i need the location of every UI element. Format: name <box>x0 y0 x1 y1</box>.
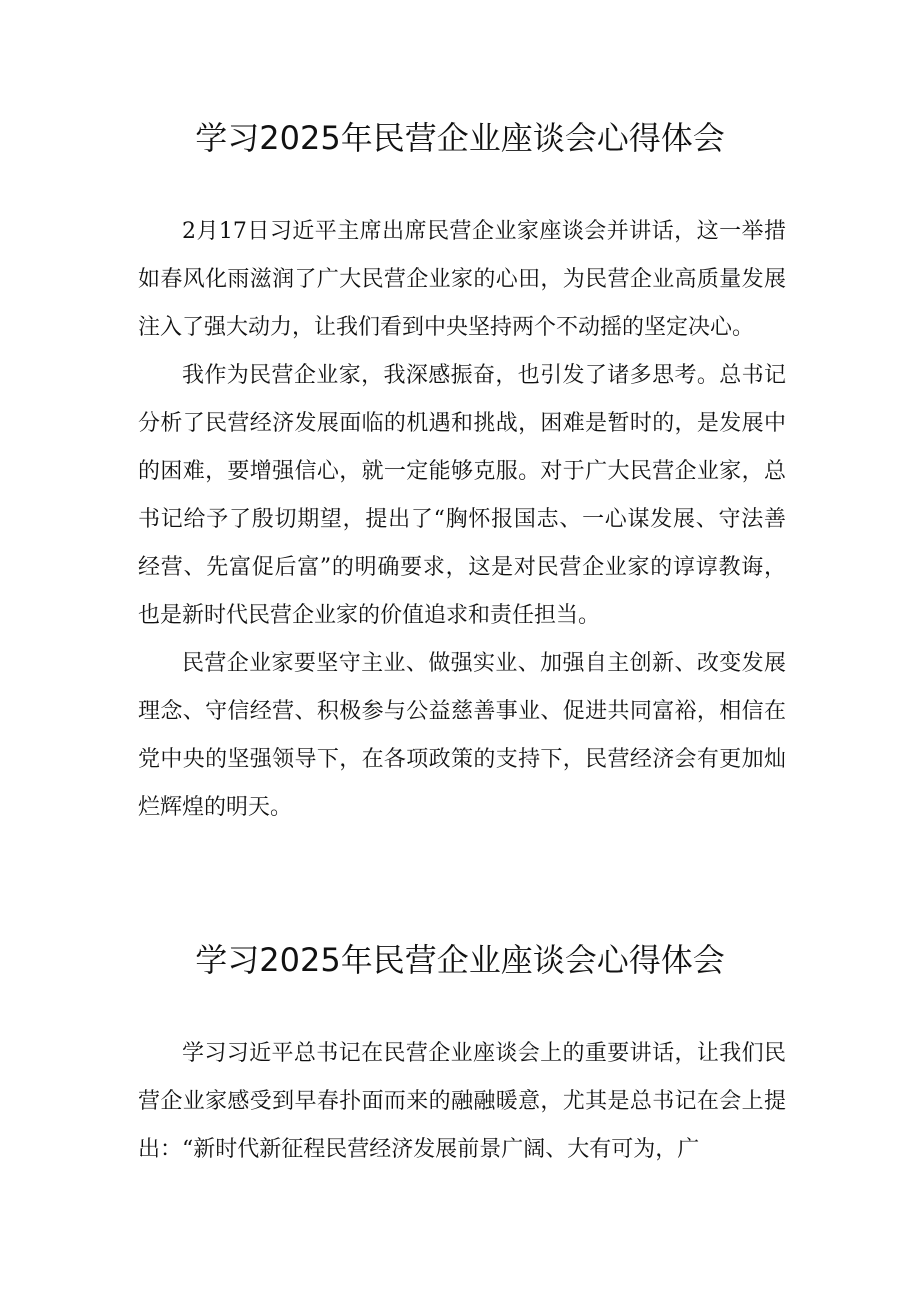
article-2-body <box>138 1030 786 1174</box>
article-2-paragraph-1: 学习习近平总书记在民营企业座谈会上的重要讲话，让我们民营企业家感受到早春扑面而来的融融暖意，尤其是总书记在会上提出：“新时代新征程民营经济发展前景广阔、大有可为，广 <box>138 1041 786 1162</box>
article-1-title: 学习2025年民营企业座谈会心得体会 <box>195 119 725 157</box>
article-2-title: 学习2025年民营企业座谈会心得体会 <box>195 941 725 979</box>
article-1-paragraph-2: 我作为民营企业家，我深感振奋，也引发了诸多思考。总书记分析了民营经济发展面临的机遇和挑战，困难是暂时的，是发展中的困难，要增强信心，就一定能够克服。对于广大民营企业家，总书记给予了殷切期望，提出了“胸怀报国志、一心谋发展、守法善经营、先富促后富”的明确要求，这是对民营企业家的谆谆教诲，也是新时代民营企业家的价值追求和责任担当。 <box>138 363 786 628</box>
article-1-paragraph-1: 2月17日习近平主席出席民营企业家座谈会并讲话，这一举措如春风化雨滋润了广大民营企业家的心田，为民营企业高质量发展注入了强大动力，让我们看到中央坚持两个不动摇的坚定决心。 <box>138 219 786 340</box>
article-1-paragraph-3: 民营企业家要坚守主业、做强实业、加强自主创新、改变发展理念、守信经营、积极参与公益慈善事业、促进共同富裕，相信在党中央的坚强领导下，在各项政策的支持下，民营经济会有更加灿烂辉煌的明天。 <box>138 651 786 820</box>
article-1-body <box>138 208 786 832</box>
